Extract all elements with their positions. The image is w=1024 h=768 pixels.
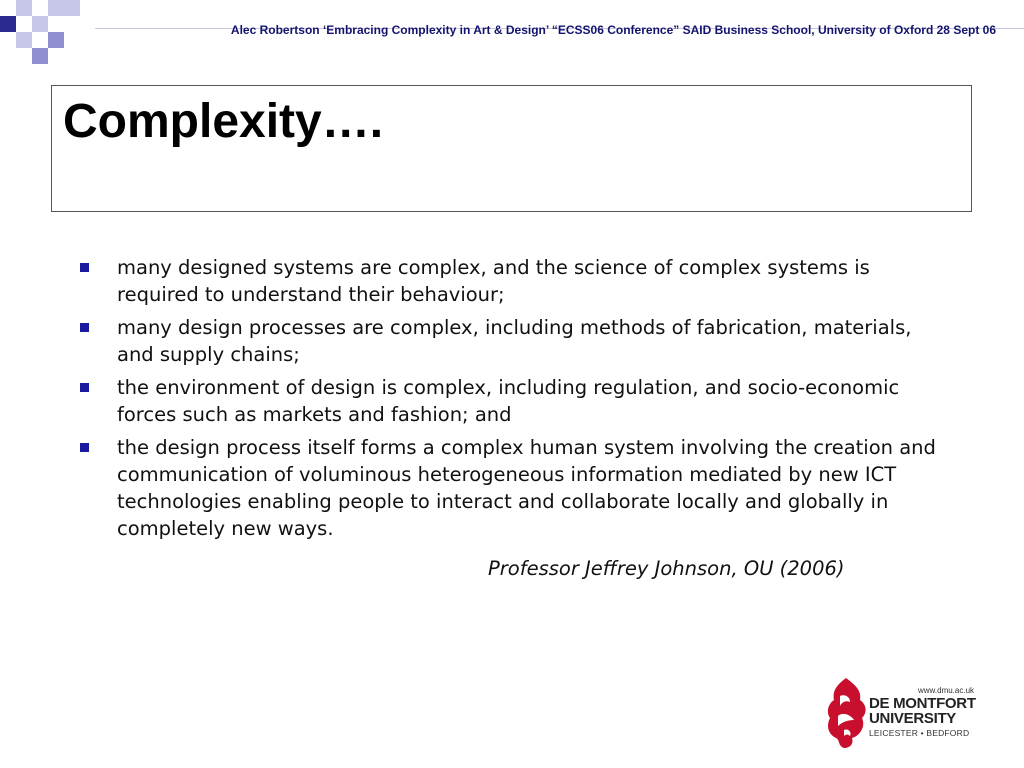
bullet-text: many designed systems are complex, and the science of complex systems is required to understand their behaviour;: [117, 256, 870, 306]
bullet-text: many design processes are complex, including methods of fabrication, materials, and supply chains;: [117, 316, 912, 366]
bullet-item: [76, 314, 936, 368]
square-bullet-icon: [80, 443, 89, 452]
bullet-list: [76, 254, 936, 548]
bullet-text: the environment of design is complex, including regulation, and socio-economic forces such as markets and fashion; and: [117, 376, 900, 426]
logo-text-line1: DE MONTFORT: [869, 695, 976, 712]
dmu-lion-icon: [824, 676, 870, 750]
attribution-quote: Professor Jeffrey Johnson, OU (2006): [488, 557, 845, 580]
corner-squares-decoration: [0, 0, 80, 70]
square-bullet-icon: [80, 323, 89, 332]
square-bullet-icon: [80, 383, 89, 392]
logo-text-line2: UNIVERSITY: [869, 710, 957, 727]
slide-title: Complexity….: [63, 95, 384, 148]
header-citation: Alec Robertson ‘Embracing Complexity in Art & Design’ “ECSS06 Conference” SAID Business School, University of Oxford 28 Sept 06: [230, 23, 996, 37]
bullet-text: the design process itself forms a complex human system involving the creation and communication of voluminous heterogeneous information mediated by new ICT technologies enabling people to interact and collaborate locally and globally in completely new ways.: [117, 436, 936, 540]
bullet-item: [76, 434, 936, 542]
title-box: [51, 85, 972, 212]
bullet-item: [76, 374, 936, 428]
square-bullet-icon: [80, 263, 89, 272]
dmu-logo: [822, 676, 982, 752]
bullet-item: [76, 254, 936, 308]
logo-url: www.dmu.ac.uk: [918, 686, 975, 695]
logo-text-line3: LEICESTER • BEDFORD: [869, 728, 970, 738]
